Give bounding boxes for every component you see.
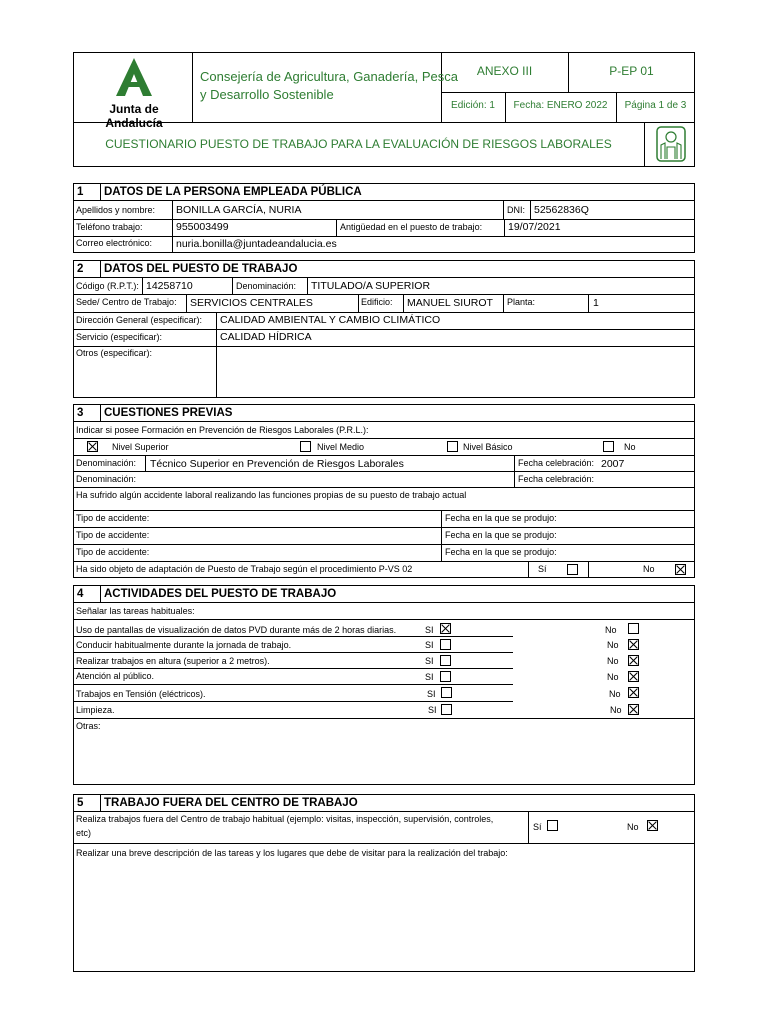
site-label: Sede/ Centro de Trabajo: (76, 297, 177, 307)
section-1-title: DATOS DE LA PERSONA EMPLEADA PÚBLICA (104, 186, 362, 198)
level-superior-label: Nivel Superior (112, 442, 169, 452)
doc-date: Fecha: ENERO 2022 (513, 100, 608, 111)
department-line-2: y Desarrollo Sostenible (200, 87, 334, 102)
level-basico-label: Nivel Básico (463, 442, 513, 452)
rpt-code-field[interactable]: 14258710 (146, 280, 193, 292)
training-date-field-1[interactable]: 2007 (601, 458, 625, 470)
section-2-number: 2 (77, 263, 84, 275)
adaptation-yes-label: Sí (538, 564, 547, 574)
task-yes-label: SI (425, 656, 434, 666)
name-field[interactable]: BONILLA GARCÍA, NURIA (176, 204, 302, 216)
task-yes-label: SI (425, 640, 434, 650)
level-medio-checkbox[interactable] (300, 441, 311, 452)
task-yes-label: SI (425, 672, 434, 682)
outside-work-description-field[interactable] (74, 861, 694, 971)
task-label: Uso de pantallas de visualización de datos PVD durante más de 2 horas diarias. (76, 625, 397, 635)
tasks-intro: Señalar las tareas habituales: (76, 606, 195, 616)
task-yes-label: SI (427, 689, 436, 699)
site-field[interactable]: SERVICIOS CENTRALES (190, 297, 313, 309)
service-field[interactable]: CALIDAD HÍDRICA (220, 331, 312, 343)
task-yes-checkbox[interactable] (440, 639, 451, 650)
section-2-title: DATOS DEL PUESTO DE TRABAJO (104, 263, 298, 275)
org-name: Junta de Andalucía (105, 102, 163, 130)
floor-field[interactable]: 1 (593, 297, 599, 309)
annex-label: ANEXO III (476, 64, 533, 78)
general-directorate-field[interactable]: CALIDAD AMBIENTAL Y CAMBIO CLIMÁTICO (220, 314, 441, 326)
building-label: Edificio: (361, 297, 393, 307)
name-label: Apellidos y nombre: (76, 205, 156, 215)
section-5-title: TRABAJO FUERA DEL CENTRO DE TRABAJO (104, 797, 358, 809)
emblem-icon (655, 125, 687, 163)
phone-label: Teléfono trabajo: (76, 222, 143, 232)
section-4-title: ACTIVIDADES DEL PUESTO DE TRABAJO (104, 588, 337, 600)
email-label: Correo electrónico: (76, 238, 153, 248)
task-label: Atención al público. (76, 671, 155, 681)
dni-label: DNI: (507, 205, 525, 215)
task-no-label: No (605, 625, 617, 635)
task-no-label: No (607, 656, 619, 666)
task-no-label: No (609, 689, 621, 699)
task-yes-label: SI (428, 705, 437, 715)
service-label: Servicio (especificar): (76, 332, 163, 342)
task-label: Trabajos en Tensión (eléctricos). (76, 689, 206, 699)
department-name (200, 68, 458, 104)
section-3-title: CUESTIONES PREVIAS (104, 407, 233, 419)
outside-work-yes-label: Sí (533, 822, 542, 832)
level-no-checkbox[interactable] (603, 441, 614, 452)
task-yes-checkbox[interactable] (440, 623, 451, 634)
section-3-number: 3 (77, 407, 84, 419)
level-no-label: No (624, 442, 636, 452)
level-medio-label: Nivel Medio (317, 442, 365, 452)
junta-logo (80, 56, 188, 130)
adaptation-no-checkbox[interactable] (675, 564, 686, 575)
task-no-label: No (607, 672, 619, 682)
level-superior-checkbox[interactable] (87, 441, 98, 452)
training-denomination-field-1[interactable]: Técnico Superior en Prevención de Riesgos Laborales (150, 458, 404, 470)
task-no-checkbox[interactable] (628, 655, 639, 666)
task-label: Conducir habitualmente durante la jornada de trabajo. (76, 640, 292, 650)
outside-work-description-label: Realizar una breve descripción de las tareas y los lugares que debe de visitar para la realización del trabajo: (76, 848, 508, 858)
accident-type-label-1: Tipo de accidente: (76, 513, 150, 523)
department-line-1: Consejería de Agricultura, Ganadería, Pesca (200, 69, 458, 84)
other-tasks-label: Otras: (76, 721, 101, 731)
adaptation-yes-checkbox[interactable] (567, 564, 578, 575)
section-4-number: 4 (77, 588, 84, 600)
outside-work-question-line-2: etc) (76, 828, 92, 838)
task-yes-checkbox[interactable] (440, 655, 451, 666)
others-field[interactable] (217, 347, 694, 397)
accident-type-label-3: Tipo de accidente: (76, 547, 150, 557)
doc-code: P-EP 01 (609, 64, 654, 78)
accident-type-label-2: Tipo de accidente: (76, 530, 150, 540)
rpt-code-label: Código (R.P.T.): (76, 281, 139, 291)
accident-date-label-2: Fecha en la que se produjo: (445, 530, 557, 540)
general-directorate-label: Dirección General (especificar): (76, 315, 203, 325)
position-denomination-label: Denominación: (236, 281, 297, 291)
outside-work-question-line-1: Realiza trabajos fuera del Centro de trabajo habitual (ejemplo: visitas, inspección, supervisión, controles, (76, 814, 494, 824)
task-no-checkbox[interactable] (628, 639, 639, 650)
junta-logo-mark (80, 56, 188, 100)
document-title: CUESTIONARIO PUESTO DE TRABAJO PARA LA EVALUACIÓN DE RIESGOS LABORALES (105, 137, 612, 151)
task-label: Realizar trabajos en altura (superior a 2 metros). (76, 656, 270, 666)
level-basico-checkbox[interactable] (447, 441, 458, 452)
task-yes-checkbox[interactable] (441, 704, 452, 715)
task-no-checkbox[interactable] (628, 704, 639, 715)
training-date-label-1: Fecha celebración: (518, 458, 595, 468)
task-no-checkbox[interactable] (628, 623, 639, 634)
adaptation-question: Ha sido objeto de adaptación de Puesto de Trabajo según el procedimiento P-VS 02 (76, 564, 413, 574)
task-no-label: No (610, 705, 622, 715)
page-number: Página 1 de 3 (624, 100, 687, 111)
seniority-label: Antigüedad en el puesto de trabajo: (340, 222, 483, 232)
dni-field[interactable]: 52562836Q (534, 204, 589, 216)
task-label: Limpieza. (76, 705, 115, 715)
seniority-field[interactable]: 19/07/2021 (508, 221, 561, 233)
others-label: Otros (especificar): (76, 348, 153, 358)
adaptation-no-label: No (643, 564, 655, 574)
position-denomination-field[interactable]: TITULADO/A SUPERIOR (311, 280, 431, 292)
outside-work-yes-checkbox[interactable] (547, 820, 558, 831)
phone-field[interactable]: 955003499 (176, 221, 229, 233)
task-yes-checkbox[interactable] (440, 671, 451, 682)
task-yes-checkbox[interactable] (441, 687, 452, 698)
other-tasks-field[interactable] (74, 734, 694, 784)
floor-label: Planta: (507, 297, 536, 307)
section-1-number: 1 (77, 186, 84, 198)
accident-question: Ha sufrido algún accidente laboral realizando las funciones propias de su puesto de trabajo actual (76, 490, 467, 500)
task-no-checkbox[interactable] (628, 671, 639, 682)
accident-date-label-3: Fecha en la que se produjo: (445, 547, 557, 557)
section-5-number: 5 (77, 797, 84, 809)
task-no-checkbox[interactable] (628, 687, 639, 698)
training-denomination-label-1: Denominación: (76, 458, 137, 468)
training-denomination-label-2: Denominación: (76, 474, 137, 484)
edition: Edición: 1 (451, 100, 495, 111)
task-no-label: No (607, 640, 619, 650)
email-field[interactable]: nuria.bonilla@juntadeandalucia.es (176, 238, 337, 250)
prl-training-question: Indicar si posee Formación en Prevención de Riesgos Laborales (P.R.L.): (76, 425, 369, 435)
accident-date-label-1: Fecha en la que se produjo: (445, 513, 557, 523)
task-yes-label: SI (425, 625, 434, 635)
outside-work-no-label: No (627, 822, 639, 832)
building-field[interactable]: MANUEL SIUROT (407, 297, 493, 309)
training-date-label-2: Fecha celebración: (518, 474, 595, 484)
outside-work-no-checkbox[interactable] (647, 820, 658, 831)
